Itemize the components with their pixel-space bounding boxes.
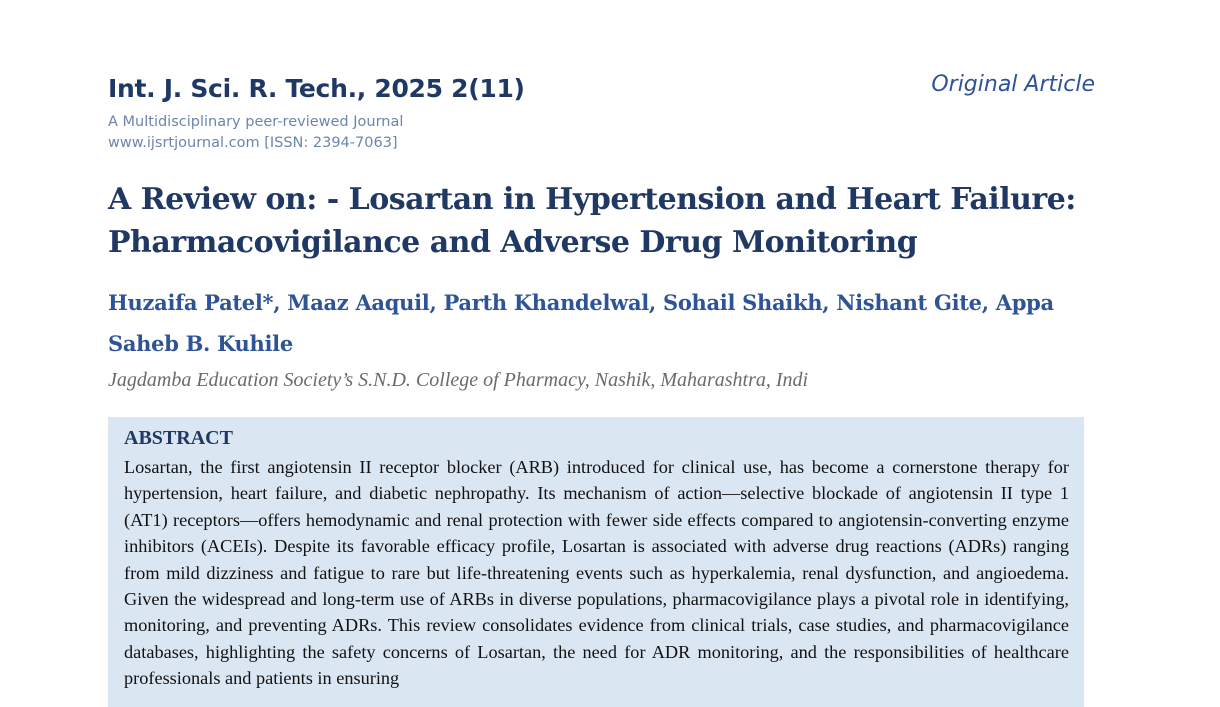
article-type-label: Original Article	[931, 72, 1095, 97]
journal-tagline: A Multidisciplinary peer-reviewed Journal	[108, 114, 404, 130]
abstract-heading: ABSTRACT	[124, 427, 233, 449]
author-list: Huzaifa Patel*, Maaz Aaquil, Parth Khandelwal, Sohail Shaikh, Nishant Gite, Appa Saheb B. Kuhile	[108, 290, 1054, 356]
author-affiliation: Jagdamba Education Society’s S.N.D. College of Pharmacy, Nashik, Maharashtra, Indi	[108, 369, 809, 391]
paper-title: A Review on: - Losartan in Hypertension and Heart Failure: Pharmacovigilance and Adverse Drug Monitoring	[108, 182, 1076, 260]
journal-citation: Int. J. Sci. R. Tech., 2025 2(11)	[108, 74, 525, 103]
abstract-text: Losartan, the first angiotensin II receptor blocker (ARB) introduced for clinical use, has become a cornerstone therapy for hypertension, heart failure, and diabetic nephropathy. Its mechanism of action—selective blockade of angiotensin II type 1 (AT1) receptors—offers hemodynamic and renal protection with fewer side effects compared to angiotensin-converting enzyme inhibitors (ACEIs). Despite its favorable efficacy profile, Losartan is associated with adverse drug reactions (ADRs) ranging from mild dizziness and fatigue to rare but life-threatening events such as hyperkalemia, renal dysfunction, and angioedema. Given the widespread and long-term use of ARBs in diverse populations, pharmacovigilance plays a pivotal role in identifying, monitoring, and preventing ADRs. This review consolidates evidence from clinical trials, case studies, and pharmacovigilance databases, highlighting the safety concerns of Losartan, the need for ADR monitoring, and the responsibilities of healthcare professionals and patients in ensuring	[124, 457, 1069, 689]
abstract-box	[108, 417, 1084, 707]
journal-website-issn: www.ijsrtjournal.com [ISSN: 2394-7063]	[108, 135, 398, 151]
